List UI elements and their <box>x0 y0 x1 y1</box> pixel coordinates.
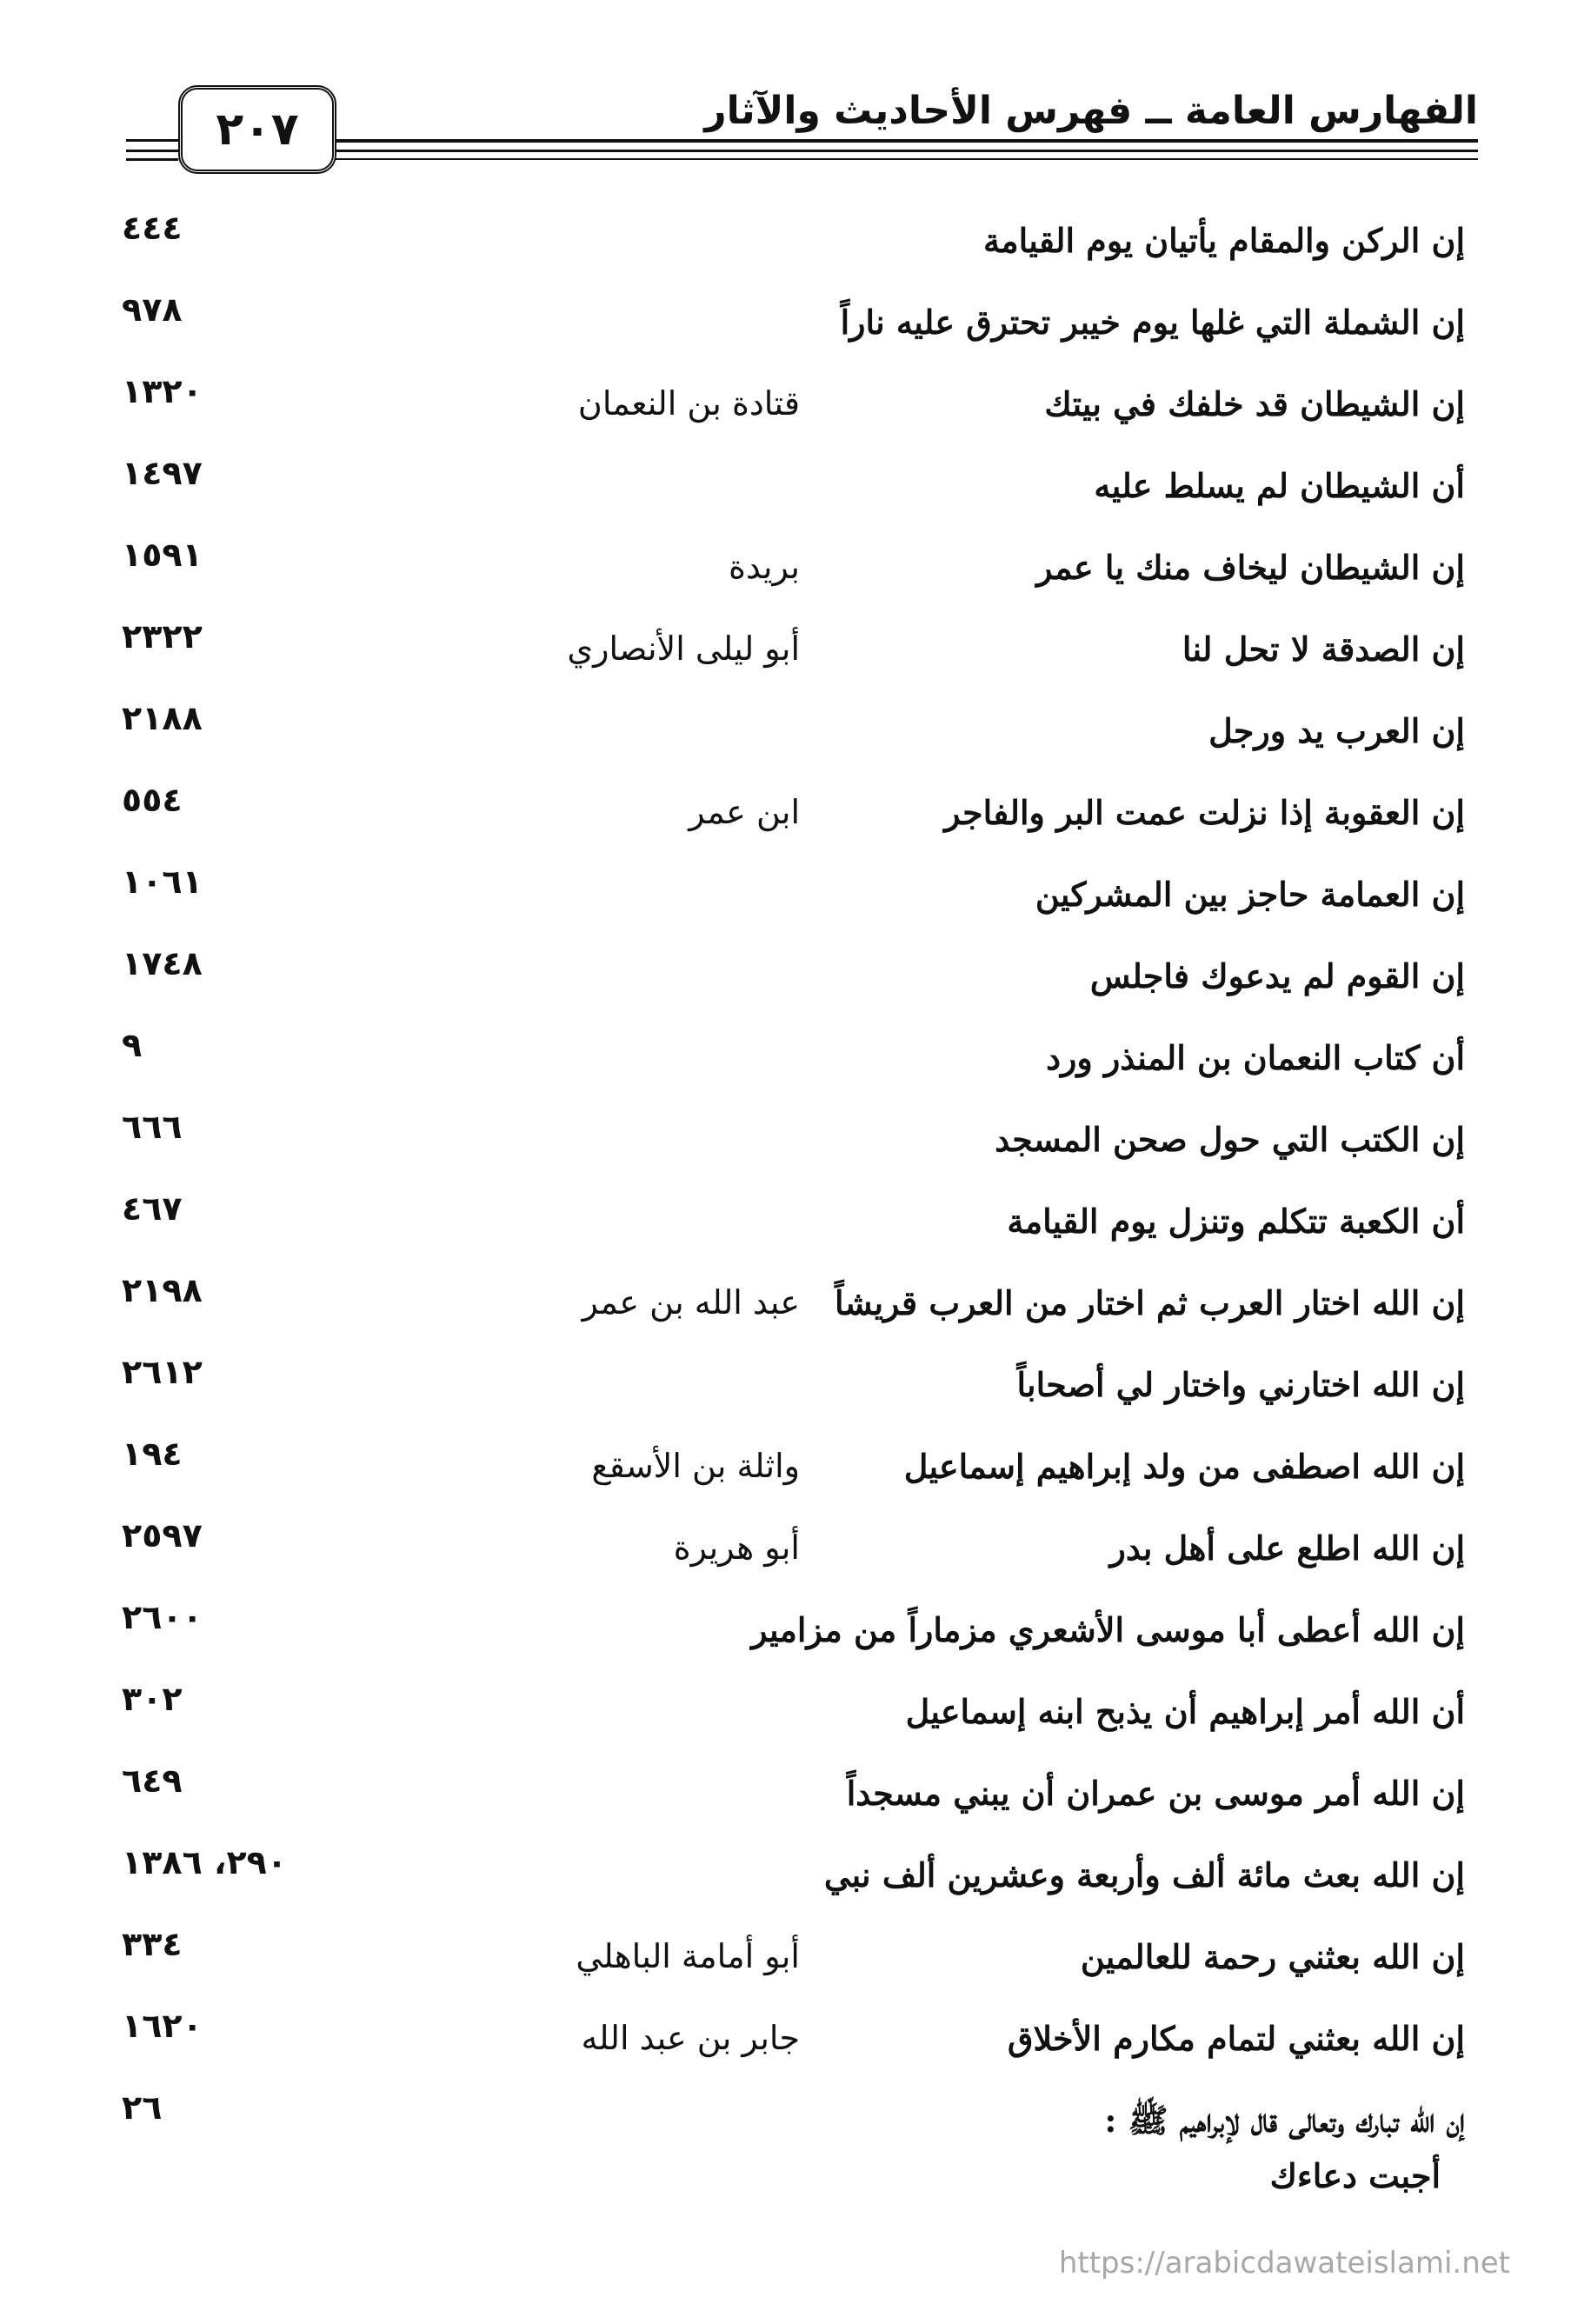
index-row <box>113 1843 1465 1925</box>
header-rule <box>126 158 178 161</box>
hadith-text: أن كتاب النعمان بن المنذر ورد <box>1046 1038 1465 1077</box>
page-header <box>126 77 1478 181</box>
hadith-text: إن الله بعث مائة ألف وأربعة وعشرين ألف نبي <box>823 1855 1465 1894</box>
hadith-text: إن الشيطان ليخاف منك يا عمر <box>1036 548 1465 587</box>
index-row <box>113 1353 1465 1435</box>
reference-number: ٢٦ <box>122 2088 163 2127</box>
reference-number: ١٤٩٧ <box>122 454 203 492</box>
hadith-text: إن الله اصطفى من ولد إبراهيم إسماعيل <box>903 1447 1465 1486</box>
index-row <box>113 1598 1465 1680</box>
index-row <box>113 536 1465 617</box>
reference-number: ٣٠٢ <box>122 1680 183 1718</box>
page-title: الفهارس العامة ــ فهرس الأحاديث والآثار <box>704 89 1478 133</box>
reference-number: ١٠٦١ <box>122 862 203 901</box>
hadith-text: أن الله أمر إبراهيم أن يذبح ابنه إسماعيل <box>905 1692 1465 1731</box>
page-number-box <box>178 85 336 174</box>
reference-number: ٦٦٦ <box>122 1108 183 1146</box>
index-row <box>113 1189 1465 1271</box>
index-row <box>113 372 1465 454</box>
reference-number: ٢٣٢٢ <box>122 617 203 656</box>
hadith-text: إن الكتب التي حول صحن المسجد <box>995 1120 1465 1159</box>
reference-number: ٢٦١٢ <box>122 1353 203 1391</box>
reference-number: ٦٤٩ <box>122 1761 183 1800</box>
hadith-text: إن العرب يد ورجل <box>1208 711 1465 750</box>
reference-number: ٣٣٤ <box>122 1925 183 1963</box>
continuation-line: أجبت دعاءك <box>1269 2156 1441 2195</box>
index-row <box>113 2007 1465 2088</box>
header-rule <box>126 139 178 142</box>
reference-number: ١٣٢٠ <box>122 372 203 410</box>
header-rule <box>330 150 1478 152</box>
index-row <box>113 1108 1465 1189</box>
hadith-text: إن الله بعثني لتمام مكارم الأخلاق <box>1007 2019 1465 2058</box>
index-row <box>113 1761 1465 1843</box>
reference-number: ٤٤٤ <box>122 209 183 247</box>
hadith-text: إن الله اطلع على أهل بدر <box>1109 1528 1465 1568</box>
hadith-text: إن الركن والمقام يأتيان يوم القيامة <box>982 221 1465 260</box>
hadith-text: إن الله اختار العرب ثم اختار من العرب قريشاً <box>834 1283 1465 1322</box>
hadith-text: إن الله أعطى أبا موسى الأشعري مزماراً من مزامير <box>751 1610 1465 1649</box>
hadith-text: أن الشيطان لم يسلط عليه <box>1094 466 1465 505</box>
reference-number: ٥٥٤ <box>122 781 183 819</box>
reference-number: ١٦٢٠ <box>122 2007 203 2045</box>
narrator-name: أبو ليلى الأنصاري <box>567 629 800 668</box>
hadith-text: إن الله بعثني رحمة للعالمين <box>1080 1937 1465 1976</box>
hadith-text: أن الكعبة تتكلم وتنزل يوم القيامة <box>1007 1202 1465 1241</box>
index-row <box>113 699 1465 781</box>
index-row <box>113 617 1465 699</box>
index-row <box>113 1925 1465 2007</box>
index-row <box>113 1026 1465 1108</box>
hadith-text: إن القوم لم يدعوك فاجلس <box>1089 956 1465 996</box>
index-row <box>113 1680 1465 1761</box>
hadith-text: إن الشملة التي غلها يوم خيبر تحترق عليه ناراً <box>840 303 1465 342</box>
index-row <box>113 781 1465 862</box>
index-row <box>113 862 1465 944</box>
hadith-text: إن الصدقة لا تحل لنا <box>1182 629 1465 669</box>
narrator-name: قتادة بن النعمان <box>577 384 800 423</box>
hadith-text: إن العقوبة إذا نزلت عمت البر والفاجر <box>944 793 1465 832</box>
page-number: ٢٠٧ <box>216 103 299 156</box>
index-row <box>113 209 1465 290</box>
reference-number: ٢١٨٨ <box>122 699 203 737</box>
hadith-text: إن العمامة حاجز بين المشركين <box>1035 875 1465 914</box>
hadith-text: إن الله تبارك وتعالى قال لإبراهيم ﷺ : <box>1104 2101 1465 2140</box>
narrator-name: جابر بن عبد الله <box>581 2019 800 2057</box>
index-row <box>113 2088 1465 2170</box>
narrator-name: عبد الله بن عمر <box>582 1283 800 1322</box>
narrator-name: أبو أمامة الباهلي <box>576 1937 800 1975</box>
reference-number: ٢٥٩٧ <box>122 1516 203 1555</box>
narrator-name: أبو هريرة <box>673 1528 800 1567</box>
index-row <box>113 1516 1465 1598</box>
header-rule <box>330 158 1478 160</box>
reference-number: ٩٧٨ <box>122 290 183 329</box>
index-row <box>113 454 1465 536</box>
reference-number: ٢١٩٨ <box>122 1271 203 1309</box>
hadith-text: إن الشيطان قد خلفك في بيتك <box>1044 384 1465 423</box>
narrator-name: بريدة <box>729 548 800 586</box>
reference-number: ١٩٤ <box>122 1435 183 1473</box>
index-row <box>113 1435 1465 1516</box>
reference-number: ١٧٤٨ <box>122 944 203 982</box>
index-row <box>113 1271 1465 1353</box>
header-rule <box>126 150 178 152</box>
index-list <box>113 209 1465 2170</box>
header-rule <box>330 139 1478 143</box>
reference-number: ٩ <box>122 1026 143 1064</box>
reference-number: ٤٦٧ <box>122 1189 183 1228</box>
index-row <box>113 944 1465 1026</box>
hadith-text: إن الله اختارني واختار لي أصحاباً <box>1016 1365 1465 1404</box>
reference-number: ٢٦٠٠ <box>122 1598 203 1636</box>
hadith-text: إن الله أمر موسى بن عمران أن يبني مسجداً <box>846 1774 1465 1813</box>
index-row <box>113 290 1465 372</box>
narrator-name: واثلة بن الأسقع <box>591 1447 800 1485</box>
reference-number: ١٥٩١ <box>122 536 203 574</box>
watermark: https://arabicdawateislami.net <box>1058 2246 1510 2281</box>
narrator-name: ابن عمر <box>689 793 800 831</box>
reference-number: ٢٩٠، ١٣٨٦ <box>122 1843 288 1881</box>
